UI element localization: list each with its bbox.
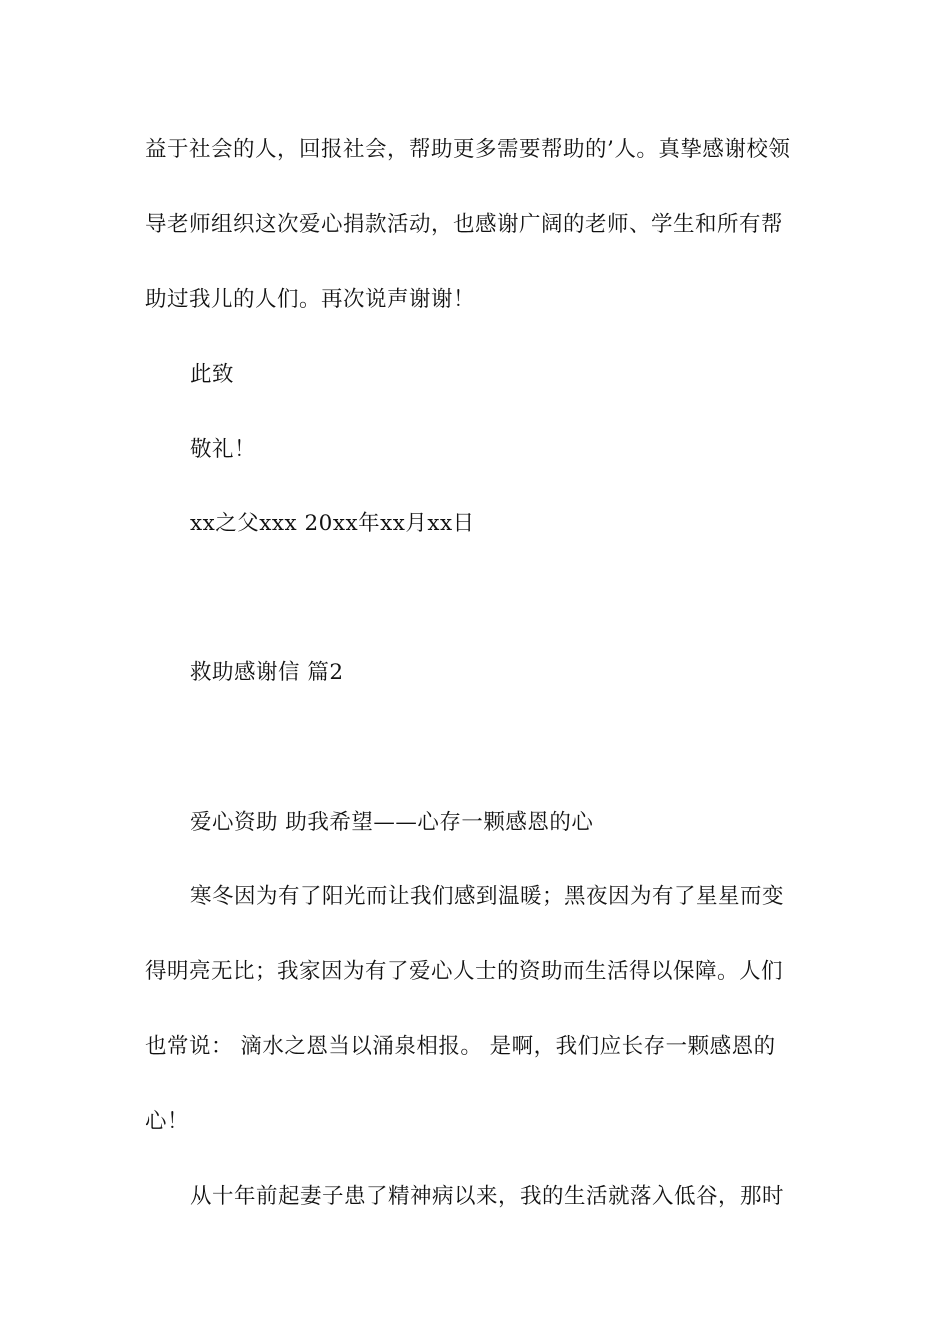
closing-salutation: 此致 [190, 362, 235, 387]
paragraph-line: 也常说： 滴水之恩当以涌泉相报。 是啊，我们应长存一颗感恩的 [145, 1034, 776, 1059]
paragraph-line: 益于社会的人，回报社会，帮助更多需要帮助的’人。真挚感谢校领 [145, 137, 791, 162]
paragraph-line: 导老师组织这次爱心捐款活动，也感谢广阔的老师、学生和所有帮 [145, 212, 784, 237]
paragraph-line: 助过我儿的人们。再次说声谢谢！ [145, 287, 476, 312]
paragraph-line: 从十年前起妻子患了精神病以来，我的生活就落入低谷，那时 [190, 1184, 785, 1209]
closing-regards: 敬礼！ [190, 437, 257, 462]
article-title: 爱心资助 助我希望——心存一颗感恩的心 [190, 810, 594, 835]
paragraph-line: 寒冬因为有了阳光而让我们感到温暖；黑夜因为有了星星而变 [190, 884, 785, 909]
paragraph-line: 心！ [145, 1109, 190, 1134]
section-heading: 救助感谢信 篇2 [190, 660, 344, 685]
paragraph-line: 得明亮无比；我家因为有了爱心人士的资助而生活得以保障。人们 [145, 959, 784, 984]
signature-date: xx之父xxx 20xx年xx月xx日 [190, 511, 475, 536]
